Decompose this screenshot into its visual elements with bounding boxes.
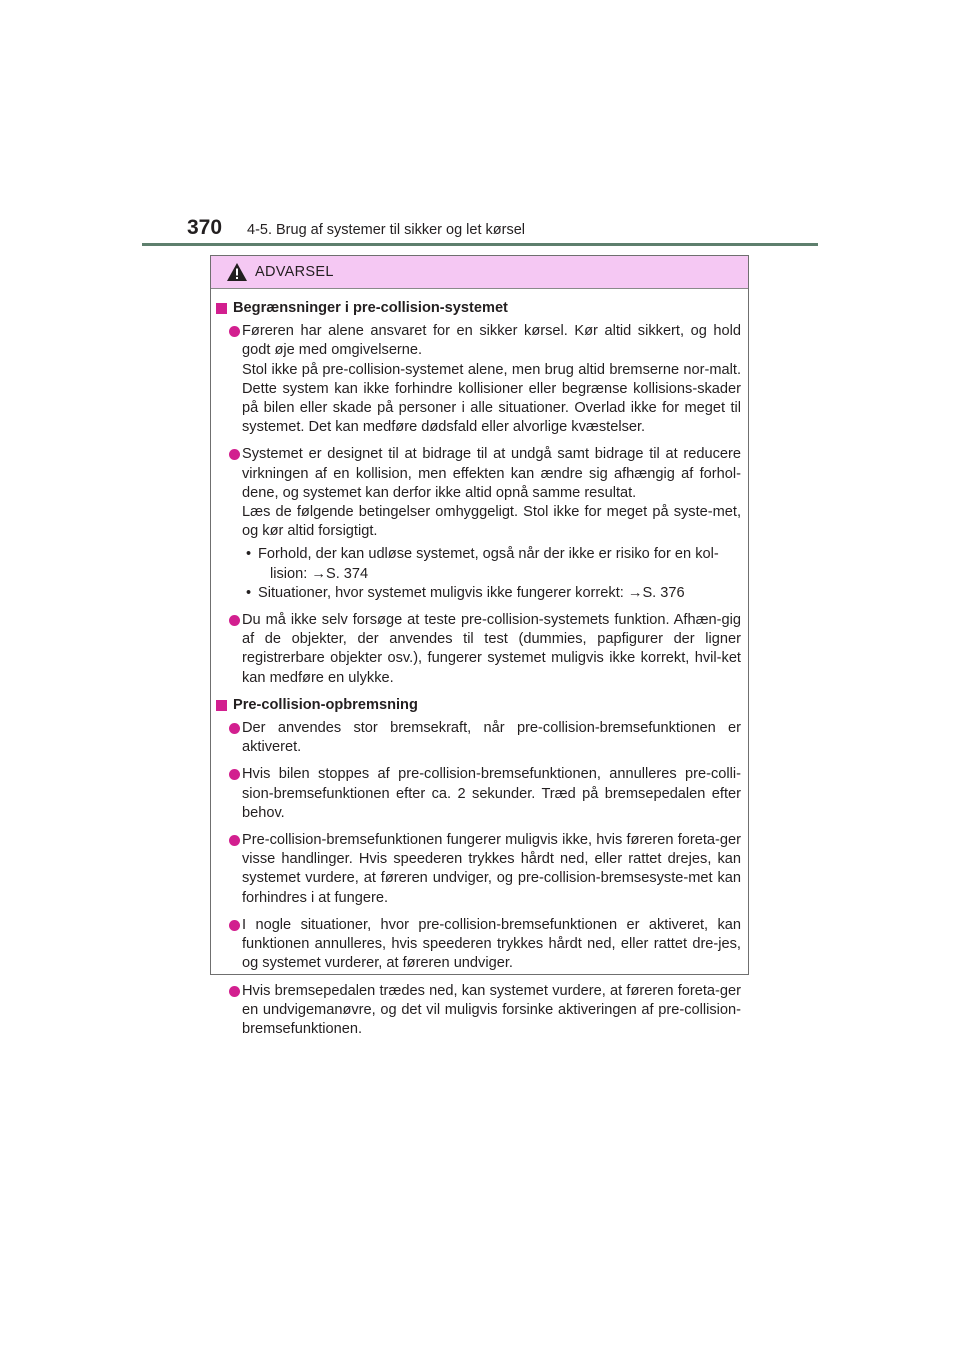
round-bullet-icon: [229, 835, 240, 846]
sub-list-item: • Situationer, hvor systemet muligvis ikke fungerer korrekt: →S. 376: [246, 584, 685, 601]
header-rule: [142, 243, 818, 246]
warning-triangle-icon: [226, 262, 248, 282]
list-item: Pre-collision-bremsefunktionen fungerer muligvis ikke, hvis føreren foreta-ger visse handlinger. Hvis speederen trykkes hårdt ned, eller rattet drejes, kan systemet vurdere, at føreren undviger, og pre-collision-bremsesyste-met kan forhindres i at fungere.: [216, 831, 741, 908]
warning-banner: [211, 256, 748, 289]
section-title: 4-5. Brug af systemer til sikker og let kørsel: [247, 222, 525, 238]
round-bullet-icon: [229, 769, 240, 780]
list-item: Hvis bremsepedalen trædes ned, kan systemet vurdere, at føreren foreta-ger en undvigemanøvre, og det vil muligvis forsinke aktiveringen af pre-collision-bremsefunktionen.: [216, 982, 741, 1040]
warning-title: ADVARSEL: [255, 264, 334, 280]
round-bullet-icon: [229, 986, 240, 997]
section-heading: Pre-collision-opbremsning: [216, 696, 741, 715]
round-bullet-icon: [229, 723, 240, 734]
round-bullet-icon: [229, 615, 240, 626]
warning-body: [211, 289, 748, 1039]
round-bullet-icon: [229, 449, 240, 460]
round-bullet-icon: [229, 326, 240, 337]
page-number: 370: [187, 216, 223, 239]
list-item: Systemet er designet til at bidrage til at undgå samt bidrage til at reducere virkningen af en kollision, men effekten kan ændre sig afhængig af forhol-dene, og systemet kan derfor ikke altid opnå samme resultat. Læs de følgende betingelser omhyggeligt. Stol ikke for meget på syste-met, og kør altid forsigtigt. • Forhold, der kan udløse systemet, også når der ikke er risiko for en kol- lision: →S. 374 • Situationer, hvor systemet muligvis ikke fungerer korrekt: →S. 376: [216, 445, 741, 603]
warning-box: [210, 255, 749, 1037]
round-bullet-icon: [229, 920, 240, 931]
section-limitations: [216, 299, 741, 688]
list-item: Der anvendes stor bremsekraft, når pre-collision-bremsefunktionen er aktiveret.: [216, 719, 741, 757]
sub-list-item: • Forhold, der kan udløse systemet, også når der ikke er risiko for en kol- lision: →S. 374: [246, 546, 719, 582]
section-heading: Begrænsninger i pre-collision-systemet: [216, 299, 741, 318]
list-item: Du må ikke selv forsøge at teste pre-collision-systemets funktion. Afhæn-gig af de objekter, der anvendes til test (dummies, papfigurer der ligner registrerbare objekter osv.), fungerer systemet muligvis ikke korrekt, hvil-ket kan medføre en ulykke.: [216, 611, 741, 688]
list-item: I nogle situationer, hvor pre-collision-bremsefunktionen er aktiveret, kan funktionen annulleres, hvis speederen trykkes hårdt ned, eller rattet dre-jes, og systemet vurderer, at føreren undviger.: [216, 916, 741, 974]
section-braking: [216, 696, 741, 1039]
list-item: Hvis bilen stoppes af pre-collision-bremsefunktionen, annulleres pre-colli-sion-bremsefunktionen efter ca. 2 sekunder. Træd på bremsepedalen efter behov.: [216, 765, 741, 823]
square-bullet-icon: [216, 303, 227, 314]
list-item: Føreren har alene ansvaret for en sikker kørsel. Kør altid sikkert, og hold godt øje med omgivelserne. Stol ikke på pre-collision-systemet alene, men brug altid bremserne nor-malt. Dette system kan ikke forhindre kollisioner eller begrænse kollisions-skader på bilen eller skade på personer i alle situationer. Overlad ikke for meget til systemet. Det kan medføre dødsfald eller alvorlige kvæstelser.: [216, 322, 741, 437]
square-bullet-icon: [216, 700, 227, 711]
